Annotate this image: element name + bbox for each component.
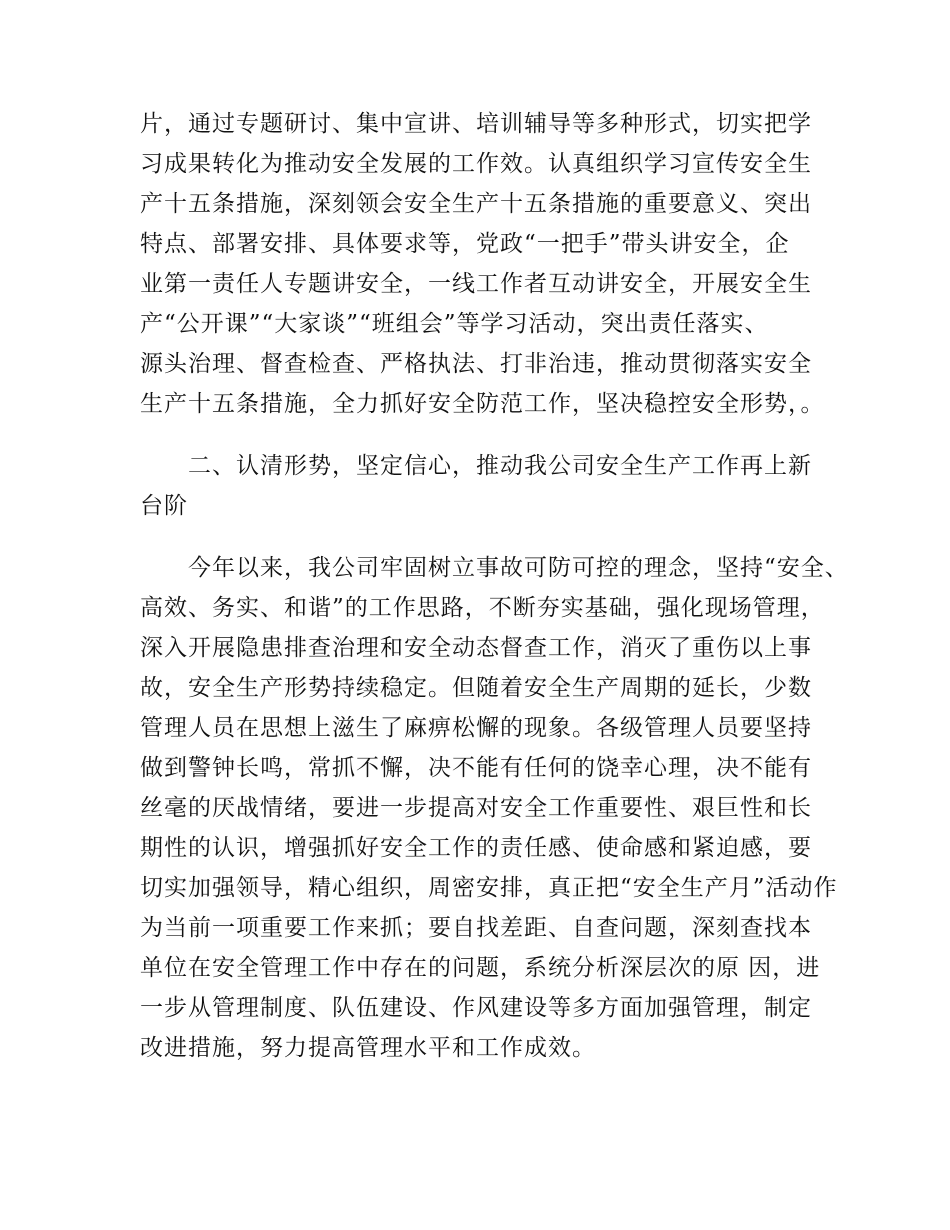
text-line: 业第一责任人专题讲安全，一线工作者互动讲安全，开展安全生 bbox=[140, 271, 812, 297]
text-line: 今年以来，我公司牢固树立事故可防可控的理念，坚持“安全、 bbox=[140, 555, 849, 581]
text-line: 管理人员在思想上滋生了麻痹松懈的现象。各级管理人员要坚持 bbox=[140, 715, 812, 741]
text-line: 故，安全生产形势持续稳定。但随着安全生产周期的延长，少数 bbox=[140, 675, 812, 701]
paragraph-situation bbox=[140, 548, 849, 1068]
text-line: 为当前一项重要工作来抓；要自找差距、自查问题，深刻查找本 bbox=[140, 915, 812, 941]
text-line: 一步从管理制度、队伍建设、作风建设等多方面加强管理，制定 bbox=[140, 995, 812, 1021]
section-heading bbox=[140, 446, 820, 526]
heading-line: 台阶 bbox=[140, 493, 188, 519]
text-line: 改进措施，努力提高管理水平和工作成效。 bbox=[140, 1035, 596, 1061]
text-line: 习成果转化为推动安全发展的工作效。认真组织学习宣传安全生 bbox=[140, 151, 812, 177]
text-line: 做到警钟长鸣，常抓不懈，决不能有任何的饶幸心理，决不能有 bbox=[140, 755, 812, 781]
text-line: 丝毫的厌战情绪，要进一步提高对安全工作重要性、艰巨性和长 bbox=[140, 795, 812, 821]
text-line: 单位在安全管理工作中存在的问题，系统分析深层次的原 因，进 bbox=[140, 955, 821, 981]
text-line: 生产十五条措施，全力抓好安全防范工作，坚决稳控安全形势，。 bbox=[140, 391, 825, 417]
text-line: 特点、部署安排、具体要求等，党政“一把手”带头讲安全，企 bbox=[140, 231, 790, 257]
paragraph-training bbox=[140, 104, 825, 424]
text-line: 高效、务实、和谐”的工作思路，不断夯实基础，强化现场管理， bbox=[140, 595, 825, 621]
document-body bbox=[140, 104, 849, 1068]
text-line: 期性的认识，增强抓好安全工作的责任感、使命感和紧迫感，要 bbox=[140, 835, 812, 861]
text-line: 源头治理、督查检查、严格执法、打非治违，推动贯彻落实安全 bbox=[140, 351, 812, 377]
text-line: 片，通过专题研讨、集中宣讲、培训辅导等多种形式，切实把学 bbox=[140, 111, 812, 137]
text-line: 深入开展隐患排查治理和安全动态督查工作，消灭了重伤以上事 bbox=[140, 635, 812, 661]
heading-line: 二、认清形势，坚定信心，推动我公司安全生产工作再上新 bbox=[140, 453, 812, 479]
spacer bbox=[140, 424, 820, 446]
text-line: 切实加强领导，精心组织，周密安排，真正把“安全生产月”活动作 bbox=[140, 875, 838, 901]
spacer bbox=[140, 526, 820, 548]
text-line: 产十五条措施，深刻领会安全生产十五条措施的重要意义、突出 bbox=[140, 191, 812, 217]
text-line: 产“公开课”“大家谈”“班组会”等学习活动，突出责任落实、 bbox=[140, 311, 769, 337]
